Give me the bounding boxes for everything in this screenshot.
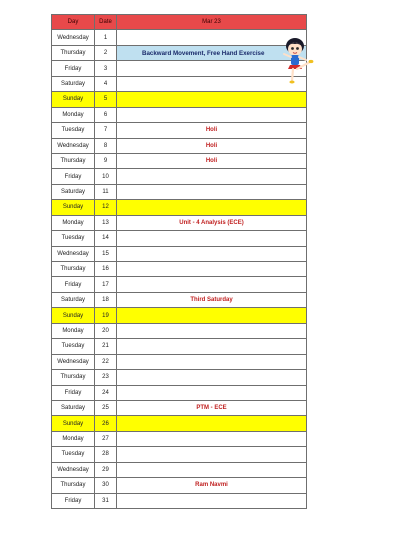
day-cell: Thursday — [52, 45, 95, 60]
table-row — [52, 308, 307, 323]
day-cell: Monday — [52, 215, 95, 230]
table-row — [52, 431, 307, 446]
table-row — [52, 153, 307, 168]
date-cell: 26 — [95, 416, 117, 431]
event-cell: Third Saturday — [117, 292, 307, 307]
table-row — [52, 277, 307, 292]
event-cell — [117, 416, 307, 431]
event-cell: PTM - ECE — [117, 400, 307, 415]
day-cell: Friday — [52, 169, 95, 184]
date-cell: 28 — [95, 447, 117, 462]
date-cell: 7 — [95, 123, 117, 138]
event-cell — [117, 354, 307, 369]
day-cell: Monday — [52, 431, 95, 446]
date-cell: 29 — [95, 462, 117, 477]
table-row — [52, 138, 307, 153]
table-row — [52, 416, 307, 431]
table-row — [52, 76, 307, 91]
event-cell: Backward Movement, Free Hand Exercise — [117, 45, 307, 60]
table-row — [52, 92, 307, 107]
day-cell: Friday — [52, 493, 95, 508]
table-row — [52, 45, 307, 60]
date-cell: 14 — [95, 231, 117, 246]
day-cell: Wednesday — [52, 354, 95, 369]
table-row — [52, 323, 307, 338]
event-cell — [117, 107, 307, 122]
day-cell: Wednesday — [52, 30, 95, 45]
date-cell: 17 — [95, 277, 117, 292]
table-row — [52, 169, 307, 184]
table-row — [52, 493, 307, 508]
day-cell: Thursday — [52, 478, 95, 493]
table-row — [52, 246, 307, 261]
table-row — [52, 354, 307, 369]
event-cell — [117, 61, 307, 76]
date-cell: 8 — [95, 138, 117, 153]
day-cell: Thursday — [52, 262, 95, 277]
event-cell — [117, 76, 307, 91]
cartoon-girl-kicking-icon — [280, 36, 314, 86]
table-row — [52, 385, 307, 400]
event-cell — [117, 262, 307, 277]
table-row — [52, 339, 307, 354]
header-row — [52, 15, 307, 30]
event-cell: Unit - 4 Analysis (ECE) — [117, 215, 307, 230]
day-cell: Sunday — [52, 200, 95, 215]
day-cell: Friday — [52, 385, 95, 400]
day-cell: Saturday — [52, 76, 95, 91]
day-cell: Monday — [52, 323, 95, 338]
table-row — [52, 478, 307, 493]
day-cell: Tuesday — [52, 123, 95, 138]
date-cell: 22 — [95, 354, 117, 369]
event-cell — [117, 92, 307, 107]
event-cell — [117, 184, 307, 199]
date-cell: 4 — [95, 76, 117, 91]
date-cell: 9 — [95, 153, 117, 168]
table-row — [52, 231, 307, 246]
table-row — [52, 447, 307, 462]
day-cell: Wednesday — [52, 246, 95, 261]
date-cell: 30 — [95, 478, 117, 493]
date-cell: 19 — [95, 308, 117, 323]
day-cell: Saturday — [52, 400, 95, 415]
date-cell: 10 — [95, 169, 117, 184]
day-cell: Sunday — [52, 92, 95, 107]
table-row — [52, 200, 307, 215]
event-cell — [117, 370, 307, 385]
calendar-table — [51, 14, 307, 509]
date-cell: 1 — [95, 30, 117, 45]
event-cell: Ram Navmi — [117, 478, 307, 493]
day-cell: Wednesday — [52, 462, 95, 477]
day-cell: Sunday — [52, 308, 95, 323]
header-date: Date — [95, 15, 117, 30]
table-row — [52, 215, 307, 230]
table-row — [52, 370, 307, 385]
event-cell — [117, 431, 307, 446]
event-cell: Holi — [117, 123, 307, 138]
day-cell: Friday — [52, 61, 95, 76]
date-cell: 6 — [95, 107, 117, 122]
header-day: Day — [52, 15, 95, 30]
event-cell — [117, 169, 307, 184]
day-cell: Friday — [52, 277, 95, 292]
event-cell — [117, 30, 307, 45]
event-cell — [117, 493, 307, 508]
calendar-body — [52, 30, 307, 509]
calendar-sheet — [51, 14, 306, 509]
date-cell: 23 — [95, 370, 117, 385]
event-cell — [117, 462, 307, 477]
date-cell: 3 — [95, 61, 117, 76]
day-cell: Tuesday — [52, 339, 95, 354]
table-row — [52, 262, 307, 277]
table-row — [52, 107, 307, 122]
date-cell: 31 — [95, 493, 117, 508]
event-cell: Holi — [117, 153, 307, 168]
table-row — [52, 462, 307, 477]
date-cell: 27 — [95, 431, 117, 446]
event-cell — [117, 277, 307, 292]
date-cell: 25 — [95, 400, 117, 415]
date-cell: 12 — [95, 200, 117, 215]
date-cell: 5 — [95, 92, 117, 107]
table-row — [52, 30, 307, 45]
date-cell: 18 — [95, 292, 117, 307]
date-cell: 16 — [95, 262, 117, 277]
event-cell — [117, 231, 307, 246]
event-cell — [117, 339, 307, 354]
day-cell: Tuesday — [52, 447, 95, 462]
event-cell: Holi — [117, 138, 307, 153]
date-cell: 24 — [95, 385, 117, 400]
event-cell — [117, 323, 307, 338]
day-cell: Thursday — [52, 153, 95, 168]
date-cell: 11 — [95, 184, 117, 199]
event-cell — [117, 246, 307, 261]
date-cell: 15 — [95, 246, 117, 261]
event-cell — [117, 308, 307, 323]
day-cell: Saturday — [52, 184, 95, 199]
table-row — [52, 184, 307, 199]
day-cell: Sunday — [52, 416, 95, 431]
day-cell: Wednesday — [52, 138, 95, 153]
event-cell — [117, 447, 307, 462]
table-row — [52, 123, 307, 138]
event-cell — [117, 200, 307, 215]
date-cell: 20 — [95, 323, 117, 338]
day-cell: Saturday — [52, 292, 95, 307]
date-cell: 2 — [95, 45, 117, 60]
day-cell: Monday — [52, 107, 95, 122]
table-row — [52, 61, 307, 76]
date-cell: 13 — [95, 215, 117, 230]
date-cell: 21 — [95, 339, 117, 354]
table-row — [52, 400, 307, 415]
day-cell: Thursday — [52, 370, 95, 385]
table-row — [52, 292, 307, 307]
header-month: Mar 23 — [117, 15, 307, 30]
event-cell — [117, 385, 307, 400]
day-cell: Tuesday — [52, 231, 95, 246]
